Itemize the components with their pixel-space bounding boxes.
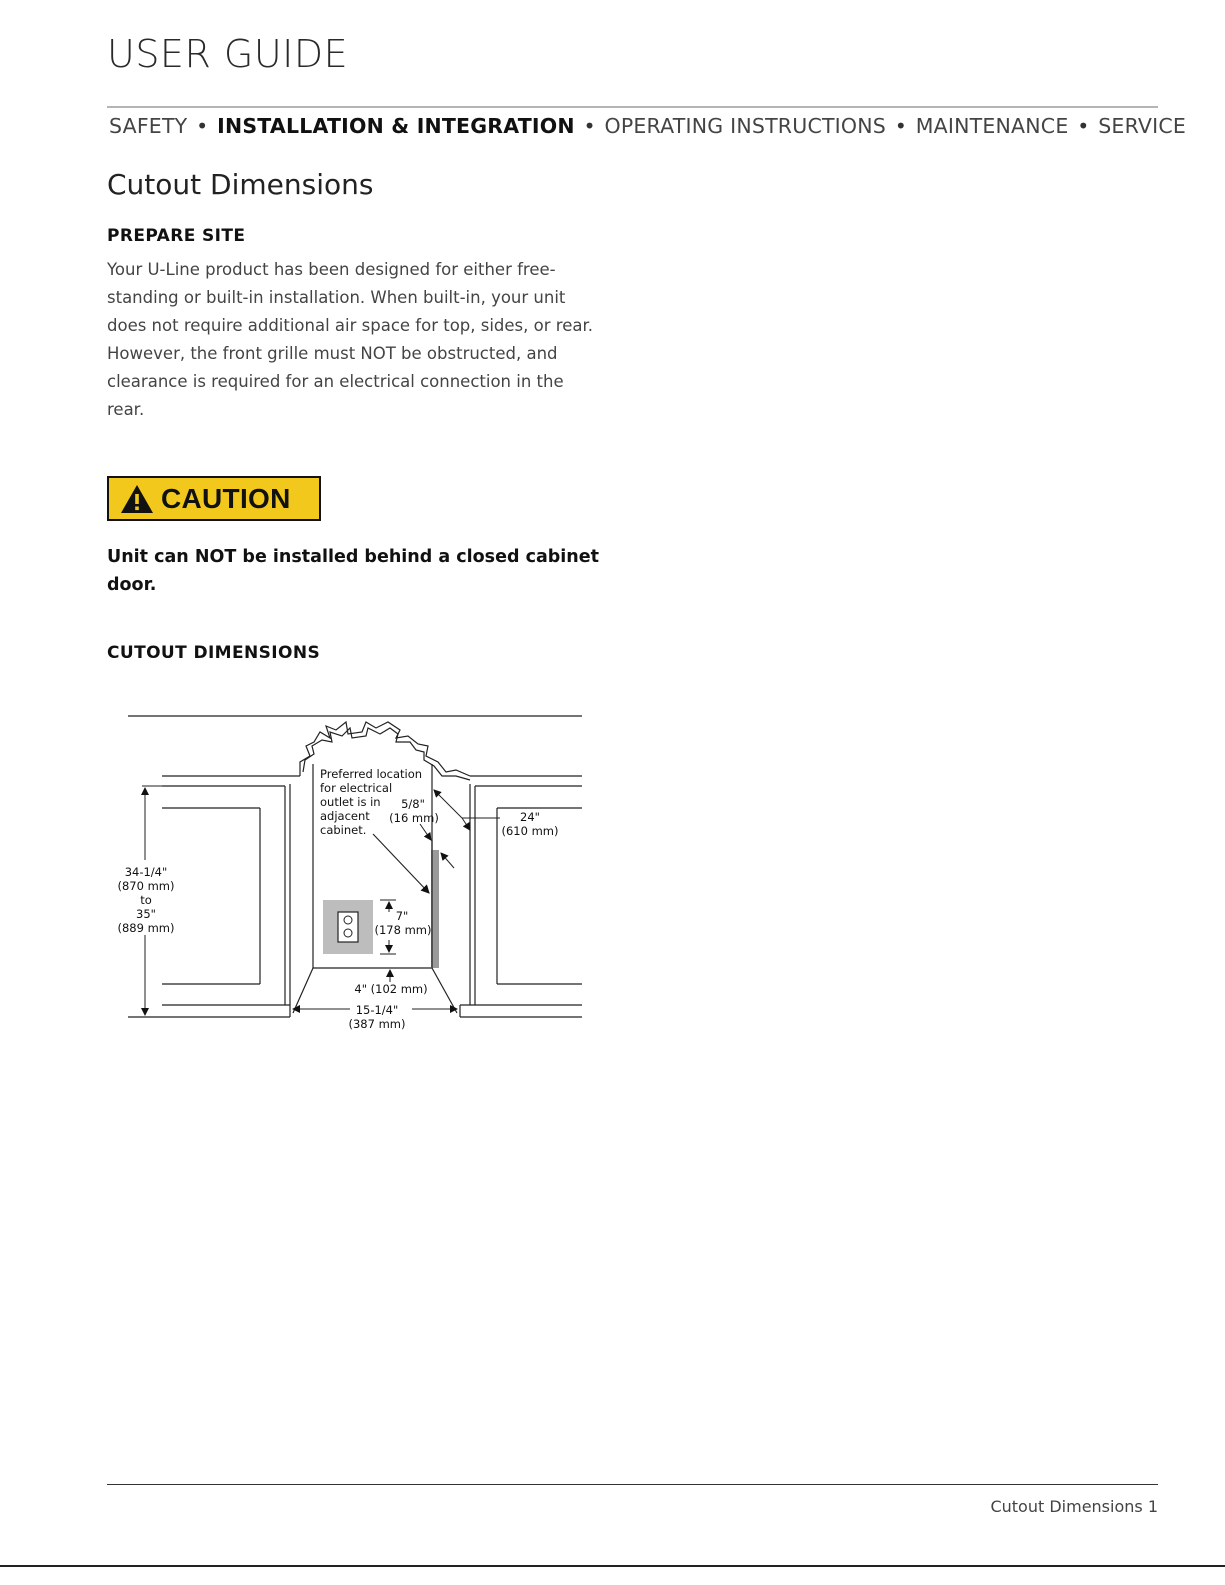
nav-separator: • [894,114,908,138]
height-dim-label: (889 mm) [117,921,175,935]
outlet-height-dim-label: (178 mm) [374,923,432,937]
caution-label: CAUTION [161,482,291,514]
cutout-opening [293,722,470,1013]
outlet-height-dim-label: 7" [395,909,409,923]
depth-dim-label: (610 mm) [501,824,559,838]
warning-triangle-icon [120,484,154,514]
nav-separator: • [196,114,209,138]
width-dim-label: (387 mm) [348,1017,406,1031]
caution-message: Unit can NOT be installed behind a closed cabinet door. [107,547,599,595]
height-dim-label: to [140,893,152,907]
outlet-note-line: cabinet. [320,823,367,837]
height-dim-label: 35" [136,907,156,921]
page-footer: Cutout Dimensions 1 [990,1497,1158,1516]
height-dim-label: 34-1/4" [124,865,168,879]
height-dim-label: (870 mm) [117,879,175,893]
header-divider [107,106,1158,108]
outlet-note-line: outlet is in [320,795,381,809]
nav-item-safety[interactable]: SAFETY [109,114,188,138]
outlet-note-line: Preferred location [320,767,423,781]
page-edge-line [0,1565,1225,1567]
prepare-site-heading: PREPARE SITE [107,226,246,246]
depth-dim-label: 24" [520,810,540,824]
caution-banner [107,476,321,521]
outlet-note-line: adjacent [320,809,370,823]
cutout-diagram [100,700,600,1045]
outlet-icon [323,900,373,954]
prepare-site-body: Your U-Line product has been designed for either free-standing or built-in installation. When built-in, your unit does not require additional air space for top, sides, or rear. However, the front grille must NOT be obstructed, and clearance is required for an electrical connection in the rear. [107,260,593,419]
nav-separator: • [583,114,596,138]
footer-divider [107,1484,1158,1485]
section-title: Cutout Dimensions [107,168,374,201]
section-nav [109,114,1187,138]
outlet-note-line: for electrical [320,781,393,795]
nav-item-installation[interactable]: INSTALLATION & INTEGRATION [217,114,575,138]
nav-item-service[interactable]: SERVICE [1098,114,1187,138]
left-cabinet [162,776,300,1017]
cutout-dimensions-heading: CUTOUT DIMENSIONS [107,643,321,663]
offset-dim-label: (16 mm) [389,811,439,825]
offset-dim-label: 5/8" [401,797,425,811]
floor-gap-dim-label: 4" (102 mm) [354,982,428,996]
nav-separator: • [1077,114,1090,138]
nav-item-maintenance[interactable]: MAINTENANCE [915,114,1069,138]
nav-item-operating[interactable]: OPERATING INSTRUCTIONS [604,114,887,138]
document-title: USER GUIDE [107,32,349,76]
width-dim-label: 15-1/4" [355,1003,399,1017]
